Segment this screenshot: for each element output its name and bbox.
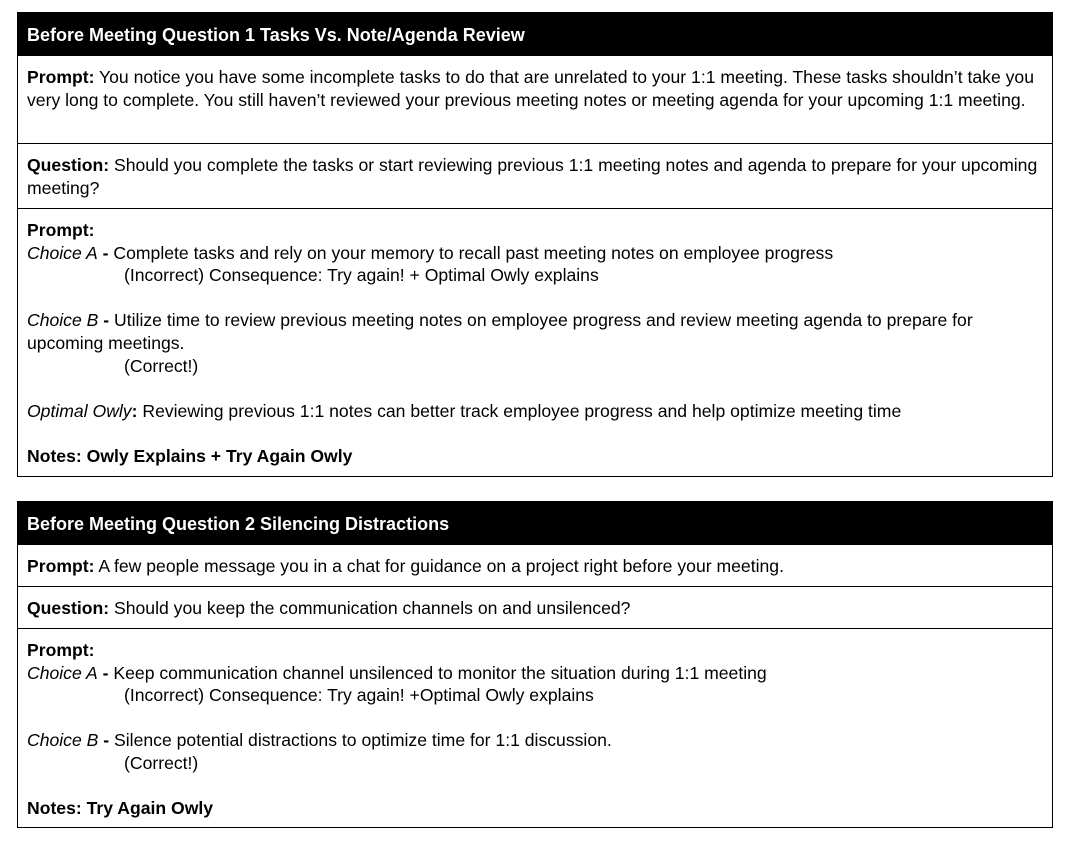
question-1-notes: Notes: Owly Explains + Try Again Owly [27,445,353,466]
question-2-header: Before Meeting Question 2 Silencing Distractions [18,502,1052,544]
choice-b-label: Choice B [27,730,99,751]
choice-a-dash: - [97,242,114,263]
choice-b-consequence: (Correct!) [124,355,199,376]
choice-b-label: Choice B [27,310,99,331]
prompt-label: Prompt: [27,556,95,576]
choice-a-consequence: (Incorrect) Consequence: Try again! + Optimal Owly explains [124,265,599,286]
question-2-table [17,501,1053,828]
choice-b [27,729,1043,752]
choices-label: Prompt: [27,220,95,240]
choice-a-label: Choice A [27,662,98,683]
choice-a-consequence: (Incorrect) Consequence: Try again! +Optimal Owly explains [124,685,594,706]
question-1-table [17,12,1053,477]
question-2-notes: Notes: Try Again Owly [27,798,214,819]
choice-b-text: Silence potential distractions to optimize time for 1:1 discussion. [114,730,612,751]
prompt-label: Prompt: [27,67,95,87]
choice-a-text: Complete tasks and rely on your memory to recall past meeting notes on employee progress [113,242,834,263]
choices-label: Prompt: [27,640,95,660]
question-1-question [27,154,1043,199]
question-text: Should you complete the tasks or start reviewing previous 1:1 meeting notes and agenda to prepare for your upcoming meeting? [27,155,1038,198]
choice-b-consequence: (Correct!) [124,752,199,773]
question-1-choices-row [18,208,1052,476]
owly-explanation [27,400,1043,423]
choice-a [27,242,1043,265]
question-2-question-row [18,586,1052,628]
choice-b-dash: - [98,730,115,751]
choice-a-label: Choice A [27,242,98,263]
choice-a-dash: - [97,662,114,683]
prompt-text: A few people message you in a chat for guidance on a project right before your meeting. [94,556,784,576]
question-1-header: Before Meeting Question 1 Tasks Vs. Note/Agenda Review [18,13,1052,55]
question-text: Should you keep the communication channels on and unsilenced? [109,598,631,618]
question-2-prompt-row [18,544,1052,586]
question-2-choices-row [18,628,1052,827]
prompt-text: You notice you have some incomplete tasks to do that are unrelated to your 1:1 meeting. These tasks shouldn’t take you very long to complete. You still haven’t reviewed your previous meeting notes or meeting agenda for your upcoming 1:1 meeting. [27,67,1035,110]
question-1-question-row [18,143,1052,208]
choice-a-text: Keep communication channel unsilenced to monitor the situation during 1:1 meeting [113,662,767,683]
question-label: Question: [27,598,110,618]
choice-a [27,662,1043,685]
owly-colon: : [131,400,138,421]
choice-b-text: Utilize time to review previous meeting notes on employee progress and review meeting agenda to prepare for upcoming meetings. [27,310,973,353]
owly-label: Optimal Owly [27,400,132,421]
owly-text: Reviewing previous 1:1 notes can better track employee progress and help optimize meeting time [137,400,902,421]
question-2-question [27,597,1043,620]
question-2-prompt [27,555,1043,578]
question-label: Question: [27,155,110,175]
question-1-prompt [27,66,1043,111]
choice-b [27,309,1043,354]
question-1-prompt-row [18,55,1052,143]
choice-b-dash: - [98,310,115,331]
